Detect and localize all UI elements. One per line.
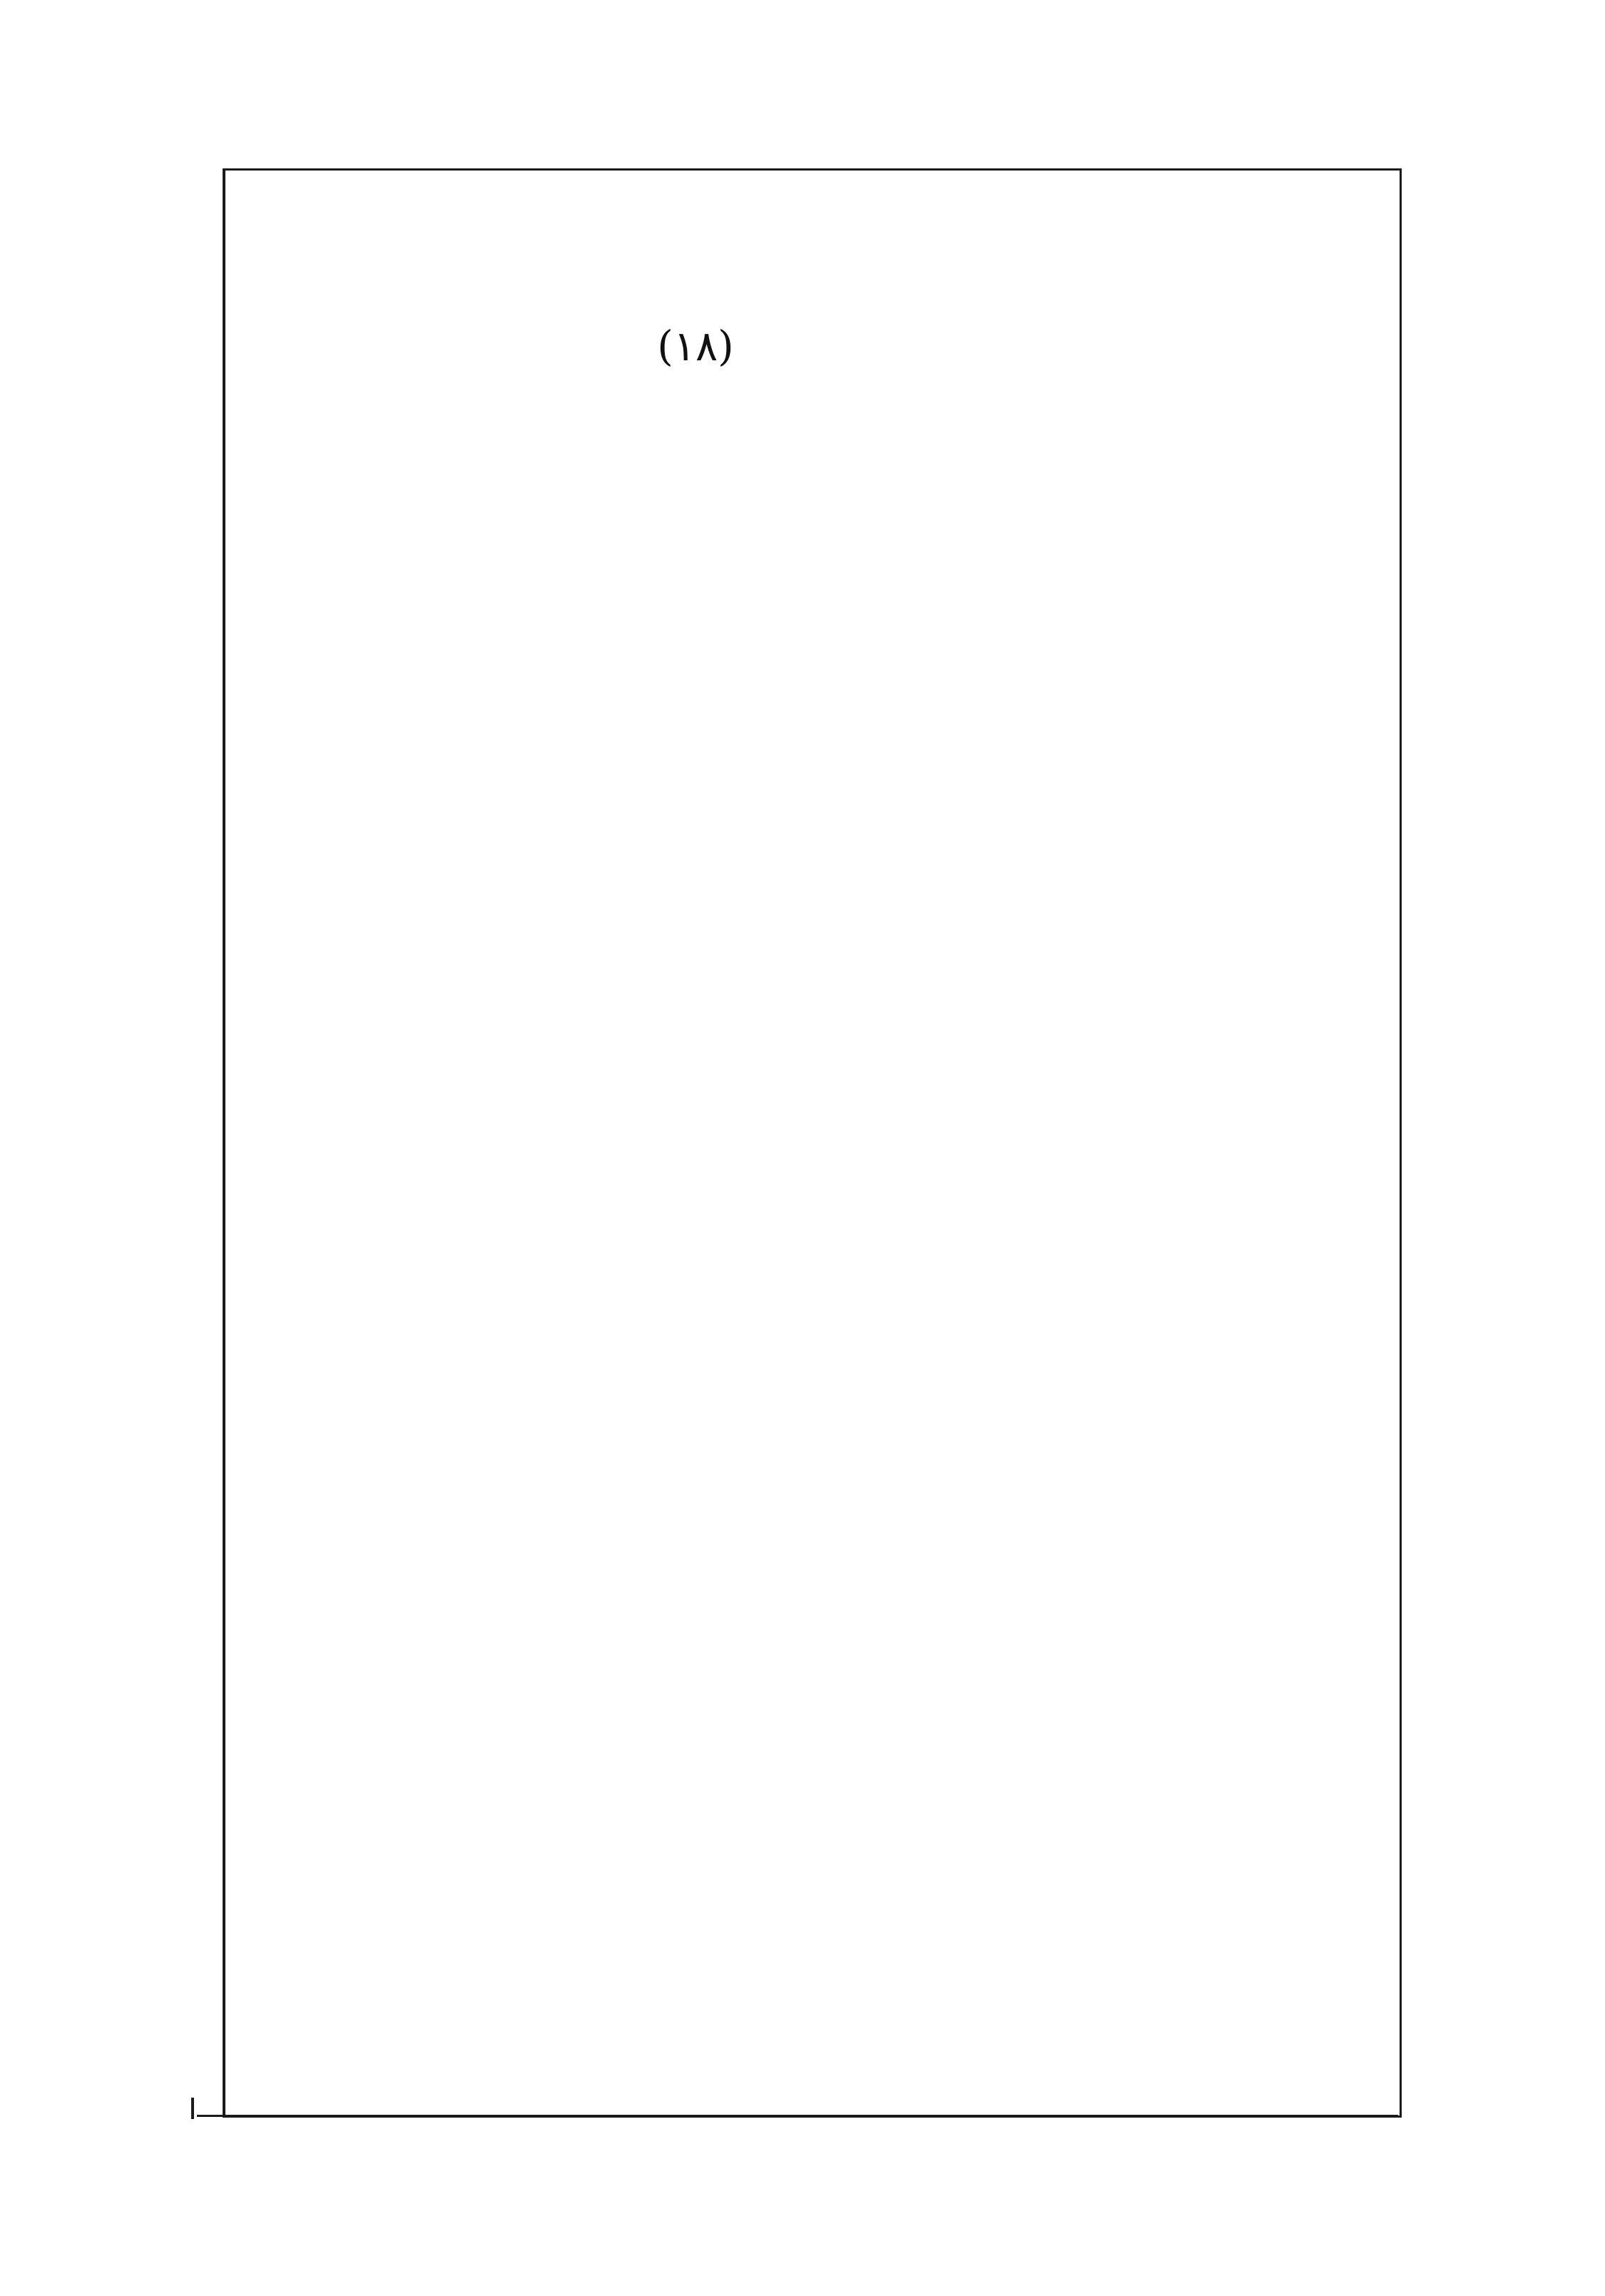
text-line — [228, 674, 1163, 721]
paragraph — [228, 626, 1163, 1003]
text-line — [228, 909, 1163, 956]
text-line — [228, 1050, 1163, 1097]
text-line — [228, 485, 1163, 532]
paragraph — [228, 1383, 1163, 1571]
text-block — [228, 391, 1163, 1762]
text-line — [228, 391, 1163, 438]
paragraph — [228, 1621, 1163, 1762]
text-line — [228, 532, 1163, 579]
text-line — [228, 956, 1163, 1003]
text-line — [228, 1430, 1163, 1477]
page-number: (١٨) — [657, 322, 734, 370]
paragraph — [228, 1003, 1163, 1239]
frame-bottom-rule — [197, 2115, 1398, 2117]
section-heading — [228, 1333, 1163, 1383]
text-line — [228, 1097, 1163, 1144]
text-line — [228, 1621, 1163, 1668]
text-line — [228, 768, 1163, 815]
text-line — [228, 1144, 1163, 1192]
text-line — [228, 1003, 1163, 1050]
text-line — [228, 721, 1163, 768]
text-line — [228, 1383, 1163, 1430]
text-line — [228, 1192, 1163, 1239]
text-line — [228, 438, 1163, 485]
text-line — [228, 815, 1163, 862]
text-line — [228, 1239, 1163, 1286]
text-line — [228, 579, 1163, 626]
frame-corner-mark — [191, 2098, 194, 2119]
text-line — [228, 1715, 1163, 1762]
text-line — [228, 1668, 1163, 1715]
text-line — [228, 1477, 1163, 1524]
page-header — [228, 314, 1163, 392]
text-line — [228, 1286, 1163, 1333]
paragraph — [228, 391, 1163, 626]
text-line — [228, 626, 1163, 674]
section-heading — [228, 1571, 1163, 1621]
text-line — [228, 862, 1163, 909]
paragraph — [228, 1239, 1163, 1333]
text-line — [228, 1524, 1163, 1571]
